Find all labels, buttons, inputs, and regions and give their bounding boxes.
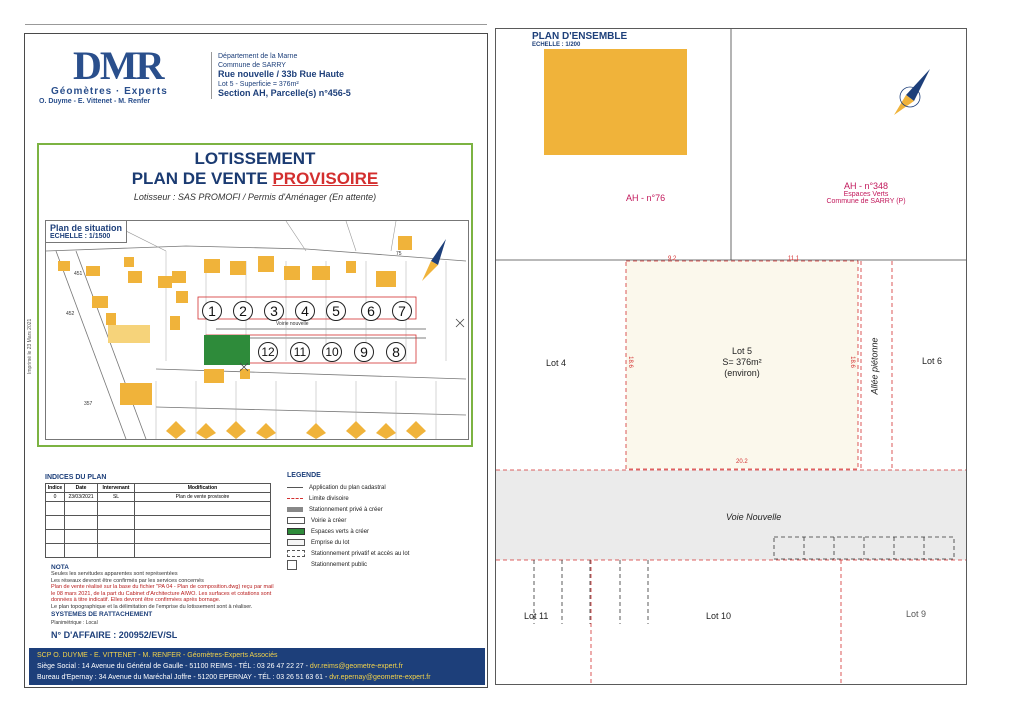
parcel-label-2: 452 [66, 311, 75, 317]
side-print-date: Imprimé le 23 Mars 2021 [27, 318, 33, 374]
lot-9-label: Lot 9 [906, 609, 927, 619]
lots-bottom-row [258, 342, 406, 362]
legend-item: Application du plan cadastral [287, 482, 477, 493]
legend-item: Stationnement privé à créer [287, 504, 477, 515]
lot-11-label: Lot 11 [524, 611, 549, 621]
company-footer [29, 648, 485, 685]
dim-top-1: 9.2 [668, 256, 677, 262]
parcel-label-1: 451 [74, 271, 83, 277]
nota-line: données à titre indicatif. Elles devront être confirmées après bornage. [51, 597, 221, 603]
lot-4-label: Lot 4 [546, 358, 567, 368]
lot-5-area: S= 376m² [722, 357, 762, 367]
parcel-label-3: 357 [84, 401, 93, 407]
legend-item: Emprise du lot [287, 537, 477, 548]
situation-map-drawing [46, 221, 468, 439]
nota-line: Les réseaux devront être confirmés par les services concernés [51, 577, 204, 584]
lot-5-label: Lot 5 [731, 346, 753, 356]
indices-col: Indice [46, 484, 65, 493]
situation-scale: ECHELLE : 1/1500 [50, 233, 111, 240]
logo-names: O. Duyme - E. Vittenet - M. Renfer [39, 98, 151, 105]
private-parking-icon [287, 507, 303, 512]
green-space-icon [287, 528, 305, 535]
street-text: Rue nouvelle / 33b Rue Haute [218, 69, 345, 79]
situation-title: Plan de situation [50, 223, 123, 233]
table-cell: SL [98, 493, 135, 502]
situation-map [45, 220, 469, 440]
legend-item: Stationnement public [287, 559, 477, 570]
legend-item: Espaces verts à créer [287, 526, 477, 537]
cartouche-panel [24, 33, 488, 688]
lot-marker: 10 [322, 342, 342, 362]
systemes-value: Planimétrique : Local [51, 620, 98, 626]
lot-marker: 12 [258, 342, 278, 362]
location-block [211, 52, 351, 99]
lot-marker: 4 [295, 301, 315, 321]
espaces-verts-label: Espaces Verts [843, 191, 889, 198]
plan-panel [495, 28, 967, 685]
dept-text: Département de la Marne [218, 53, 298, 60]
table-cell: 0 [46, 493, 65, 502]
parcel-ah348-block [806, 181, 926, 205]
cadastral-line-icon [287, 487, 303, 488]
footer-line-2: Siège Social : 14 Avenue du Général de Gaulle - 51100 REIMS - TÉL : 03 26 47 22 27 - dvr.reims@geometre-expert.fr [37, 663, 403, 670]
plan-title: PLAN D'ENSEMBLE [532, 31, 628, 42]
title-lotissement: LOTISSEMENT [194, 149, 316, 168]
nota-line: Le plan topographique et la délimitation de l'emprise du lotissement sont à réaliser. [51, 603, 253, 610]
lot-marker: 9 [354, 342, 374, 362]
legend-item: Voirie à créer [287, 515, 477, 526]
lot-10-label: Lot 10 [706, 611, 732, 621]
logo-tagline: Géomètres · Experts [51, 86, 168, 97]
legend-item: Stationnement privatif et accès au lot [287, 548, 477, 559]
title-provisoire: PROVISOIRE [272, 169, 379, 188]
table-row [46, 516, 271, 530]
table-row [46, 502, 271, 516]
nota-block [51, 564, 291, 626]
company-logo: DMR [73, 43, 163, 88]
lot-line: Lot 5 - Superficie = 376m² [218, 81, 299, 88]
indices-table [45, 483, 271, 558]
lot-parking-icon [287, 550, 305, 557]
indices-header-row [46, 484, 271, 493]
table-row [46, 544, 271, 558]
dim-top-2: 11.1 [788, 256, 800, 262]
footer-line-3: Bureau d'Epernay : 34 Avenue du Maréchal Joffre - 51200 EPERNAY - TÉL : 03 26 51 63 61 - dvr.epernay@geometre-expert.fr [37, 674, 431, 681]
dim-bottom: 20.2 [736, 459, 748, 465]
section-text: Section AH, Parcelle(s) n°456-5 [218, 88, 351, 98]
lot-footprint-icon [287, 539, 305, 546]
situation-header [46, 221, 127, 243]
commune-owner-label: Commune de SARRY (P) [826, 198, 906, 205]
indices-block [45, 474, 271, 558]
parcel-label-4: 75 [396, 251, 402, 257]
nota-line: Seules les servitudes apparentes sont représentées [51, 571, 178, 577]
table-row [46, 530, 271, 544]
lot-marker: 8 [386, 342, 406, 362]
lots-top-row [202, 301, 412, 321]
lot-marker: 5 [326, 301, 346, 321]
title-plan-de-vente: PLAN DE VENTE PROVISOIRE [131, 169, 379, 188]
systemes-title: SYSTEMES DE RATTACHEMENT [51, 611, 153, 618]
plan-scale: ECHELLE : 1/200 [532, 42, 581, 48]
lot-marker: 2 [233, 301, 253, 321]
lot-6-label: Lot 6 [922, 356, 943, 366]
table-row [46, 493, 271, 502]
lot-marker: 11 [290, 342, 310, 362]
legend-item: Limite divisoire [287, 493, 477, 504]
reims-email-link[interactable]: dvr.reims@geometre-expert.fr [309, 663, 403, 670]
footer-line-1: SCP O. DUYME - E. VITTENET - M. RENFER - Géomètres-Experts Associés [37, 652, 278, 659]
lot-5-block [692, 346, 792, 379]
title-frame [37, 143, 473, 447]
road-label: Voirie nouvelle [276, 321, 309, 327]
indices-title: INDICES DU PLAN [45, 474, 107, 481]
page-edge [25, 24, 487, 33]
parcel-ah348-label: AH - n°348 [843, 181, 889, 191]
lot-marker: 6 [361, 301, 381, 321]
road-icon [287, 517, 305, 524]
legend-title: LEGENDE [287, 472, 321, 479]
plan-header [532, 31, 627, 48]
lot-marker: 7 [392, 301, 412, 321]
lot-marker: 3 [264, 301, 284, 321]
affaire-number: N° D'AFFAIRE : 200952/EV/SL [51, 630, 178, 640]
table-cell: 23/03/2021 [65, 493, 98, 502]
lot-marker: 1 [202, 301, 222, 321]
indices-col: Modification [135, 484, 271, 493]
dim-left: 18.6 [626, 356, 633, 368]
nota-title: NOTA [51, 564, 69, 571]
boundary-line-icon [287, 498, 303, 499]
lotisseur-text: Lotisseur : SAS PROMOFI / Permis d'Aménager (En attente) [133, 192, 377, 202]
commune-text: Commune de SARRY [218, 62, 286, 69]
lot-5-approx: (environ) [724, 368, 760, 378]
new-road-label: Voie Nouvelle [726, 512, 782, 522]
epernay-email-link[interactable]: dvr.epernay@geometre-expert.fr [329, 674, 431, 681]
nota-line: le 08 mars 2021, de la part du Cabinet d'Architecture AIWO. Les surfaces et cotations sont [51, 590, 272, 597]
legend-block [287, 472, 477, 570]
parcel-ah76-label: AH - n°76 [626, 193, 666, 203]
indices-col: Date [65, 484, 98, 493]
dim-right: 18.6 [848, 356, 855, 368]
table-cell: Plan de vente provisoire [135, 493, 271, 502]
nota-line: Plan de vente réalisé sur la base du fichier "PA 04 - Plan de composition.dwg) reçu par mail [51, 584, 274, 590]
indices-col: Intervenant [98, 484, 135, 493]
footpath-label: Allée piétonne [869, 337, 880, 395]
